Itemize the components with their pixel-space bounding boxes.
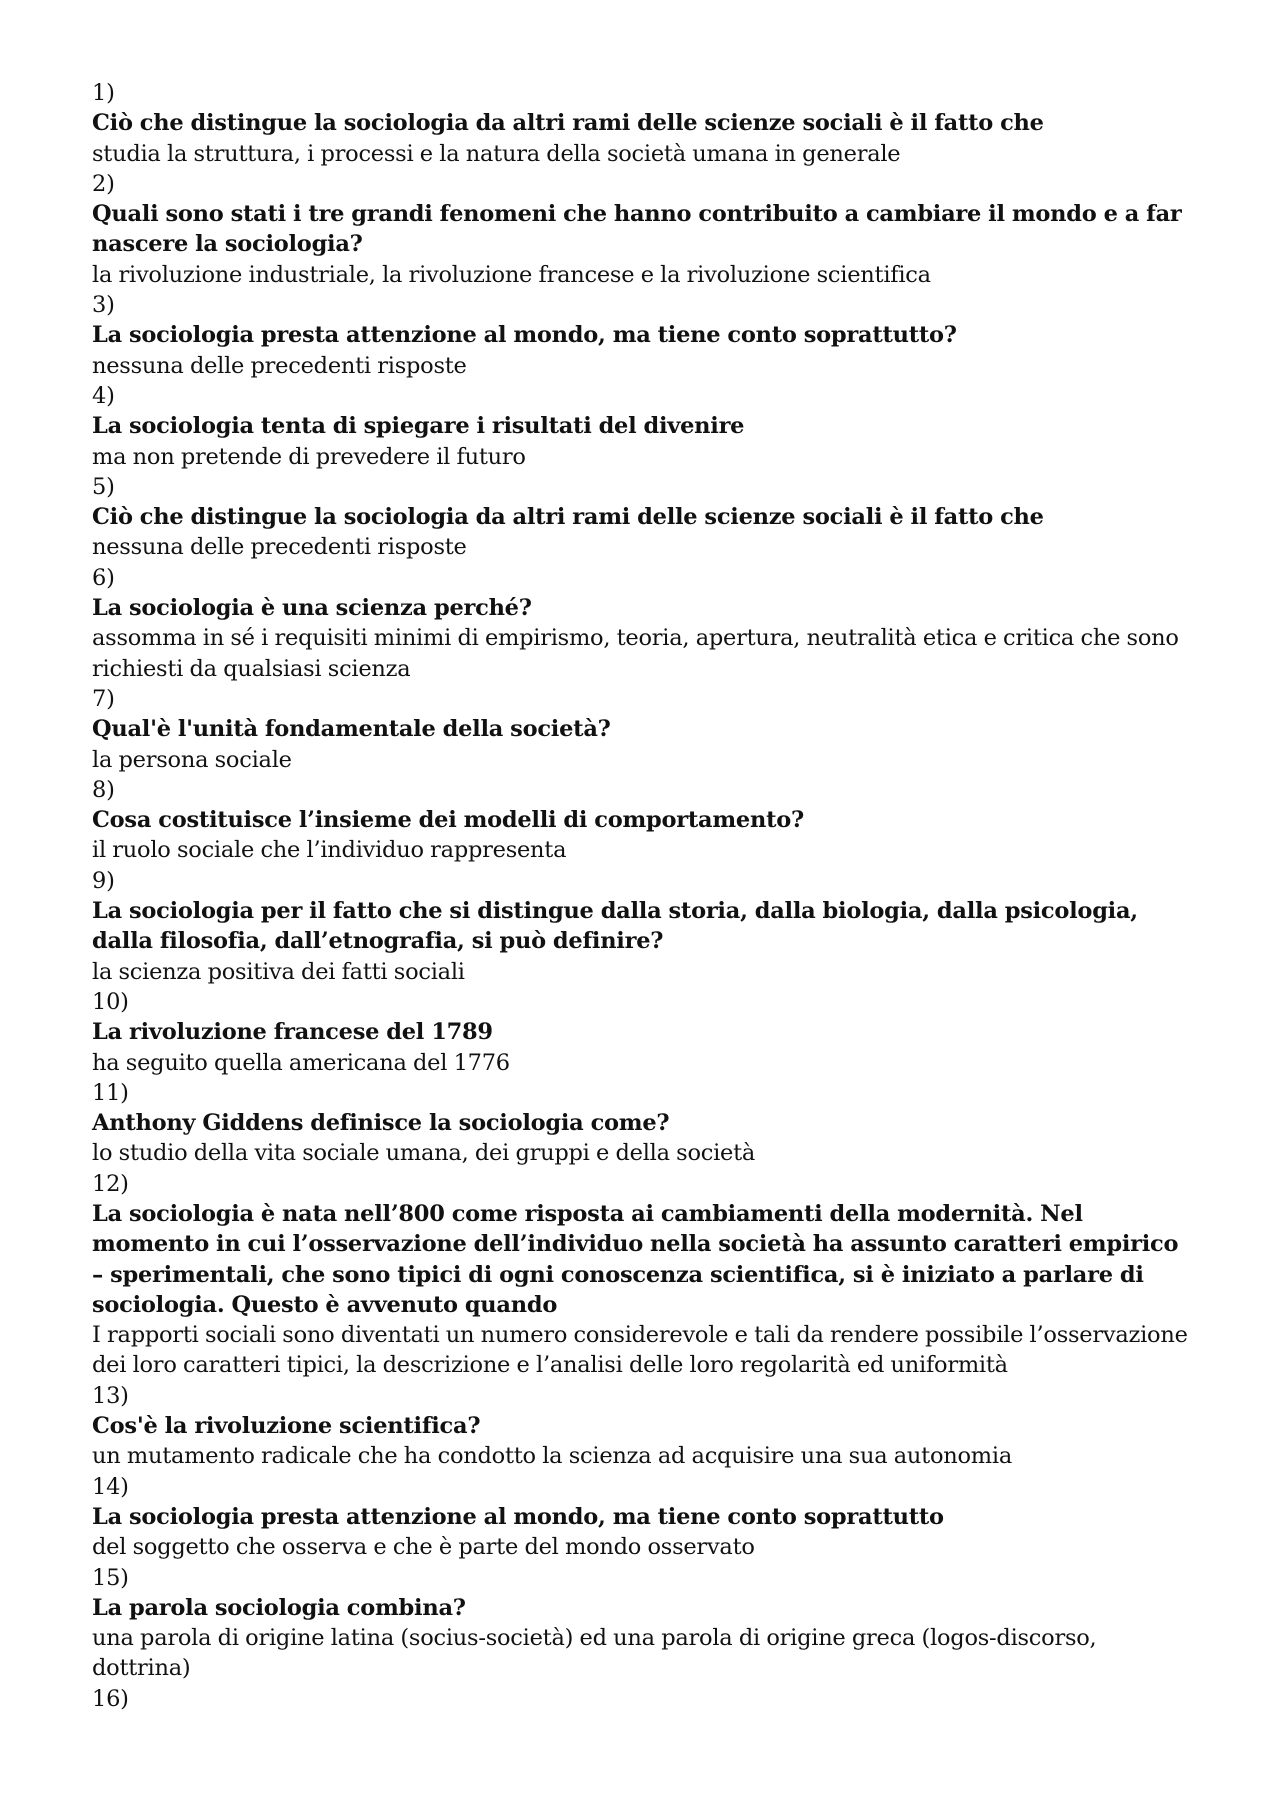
answer-text: la scienza positiva dei fatti sociali bbox=[92, 958, 465, 985]
question-item-15 bbox=[92, 1563, 1188, 1684]
question-number: 13) bbox=[92, 1382, 129, 1409]
question-item-4 bbox=[92, 381, 1188, 472]
question-item-14 bbox=[92, 1472, 1188, 1563]
question-list bbox=[92, 78, 1188, 1714]
question-item-8 bbox=[92, 775, 1188, 866]
answer-text: studia la struttura, i processi e la natura della società umana in generale bbox=[92, 140, 901, 167]
question-text: Cosa costituisce l’insieme dei modelli di comportamento? bbox=[92, 807, 804, 834]
question-item-12 bbox=[92, 1169, 1188, 1381]
question-number: 3) bbox=[92, 292, 115, 319]
question-number: 9) bbox=[92, 867, 115, 894]
question-text: Ciò che distingue la sociologia da altri rami delle scienze sociali è il fatto che bbox=[92, 504, 1044, 531]
question-text: Anthony Giddens definisce la sociologia come? bbox=[92, 1110, 670, 1137]
question-item-3 bbox=[92, 290, 1188, 381]
question-number: 16) bbox=[92, 1685, 129, 1712]
question-item-1 bbox=[92, 78, 1188, 169]
answer-text: lo studio della vita sociale umana, dei gruppi e della società bbox=[92, 1140, 756, 1167]
question-number: 1) bbox=[92, 80, 115, 106]
question-text: La sociologia è una scienza perché? bbox=[92, 595, 532, 622]
answer-text: una parola di origine latina (socius-società) ed una parola di origine greca (logos-discorso, dottrina) bbox=[92, 1625, 1097, 1682]
question-item-9 bbox=[92, 866, 1188, 987]
question-text: Qual'è l'unità fondamentale della società? bbox=[92, 716, 611, 743]
question-item-10 bbox=[92, 987, 1188, 1078]
question-item-6 bbox=[92, 563, 1188, 684]
question-text: La sociologia tenta di spiegare i risultati del divenire bbox=[92, 413, 745, 440]
question-number: 11) bbox=[92, 1079, 129, 1106]
question-item-11 bbox=[92, 1078, 1188, 1169]
question-number: 15) bbox=[92, 1564, 129, 1591]
question-number: 7) bbox=[92, 685, 115, 712]
answer-text: assomma in sé i requisiti minimi di empirismo, teoria, apertura, neutralità etica e critica che sono richiesti da qualsiasi scienza bbox=[92, 625, 1179, 682]
question-number: 6) bbox=[92, 564, 115, 591]
question-item-13 bbox=[92, 1381, 1188, 1472]
question-text: La parola sociologia combina? bbox=[92, 1594, 466, 1621]
answer-text: la persona sociale bbox=[92, 746, 292, 773]
answer-text: ma non pretende di prevedere il futuro bbox=[92, 443, 526, 470]
question-number: 8) bbox=[92, 776, 115, 803]
question-number: 2) bbox=[92, 170, 115, 197]
question-number: 12) bbox=[92, 1170, 129, 1197]
question-item-2 bbox=[92, 169, 1188, 290]
question-text: La rivoluzione francese del 1789 bbox=[92, 1019, 493, 1046]
answer-text: ha seguito quella americana del 1776 bbox=[92, 1049, 510, 1076]
answer-text: la rivoluzione industriale, la rivoluzione francese e la rivoluzione scientifica bbox=[92, 261, 931, 288]
question-item-5 bbox=[92, 472, 1188, 563]
question-text: Ciò che distingue la sociologia da altri rami delle scienze sociali è il fatto che bbox=[92, 110, 1044, 137]
answer-text: I rapporti sociali sono diventati un numero considerevole e tali da rendere possibile l’osservazione dei loro caratteri tipici, la descrizione e l’analisi delle loro regolarità ed uniformità bbox=[92, 1322, 1188, 1379]
answer-text: del soggetto che osserva e che è parte del mondo osservato bbox=[92, 1534, 755, 1561]
answer-text: un mutamento radicale che ha condotto la scienza ad acquisire una sua autonomia bbox=[92, 1443, 1012, 1470]
question-item-16 bbox=[92, 1684, 1188, 1714]
question-number: 5) bbox=[92, 473, 115, 500]
answer-text: nessuna delle precedenti risposte bbox=[92, 352, 467, 379]
question-text: La sociologia presta attenzione al mondo, ma tiene conto soprattutto? bbox=[92, 322, 957, 349]
question-text: La sociologia è nata nell’800 come risposta ai cambiamenti della modernità. Nel momento in cui l’osservazione dell’individuo nella società ha assunto caratteri empirico – sperimentali, che sono tipici di ogni conoscenza scientifica, si è iniziato a parlare di sociologia. Questo è avvenuto quando bbox=[92, 1200, 1179, 1318]
question-text: Quali sono stati i tre grandi fenomeni che hanno contribuito a cambiare il mondo e a far nascere la sociologia? bbox=[92, 201, 1182, 258]
question-number: 10) bbox=[92, 988, 129, 1015]
question-text: La sociologia per il fatto che si distingue dalla storia, dalla biologia, dalla psicologia, dalla filosofia, dall’etnografia, si può definire? bbox=[92, 898, 1138, 955]
question-number: 14) bbox=[92, 1473, 129, 1500]
question-text: La sociologia presta attenzione al mondo, ma tiene conto soprattutto bbox=[92, 1503, 944, 1530]
answer-text: nessuna delle precedenti risposte bbox=[92, 534, 467, 561]
question-text: Cos'è la rivoluzione scientifica? bbox=[92, 1413, 481, 1440]
question-number: 4) bbox=[92, 382, 115, 409]
answer-text: il ruolo sociale che l’individuo rappresenta bbox=[92, 837, 567, 864]
question-item-7 bbox=[92, 684, 1188, 775]
